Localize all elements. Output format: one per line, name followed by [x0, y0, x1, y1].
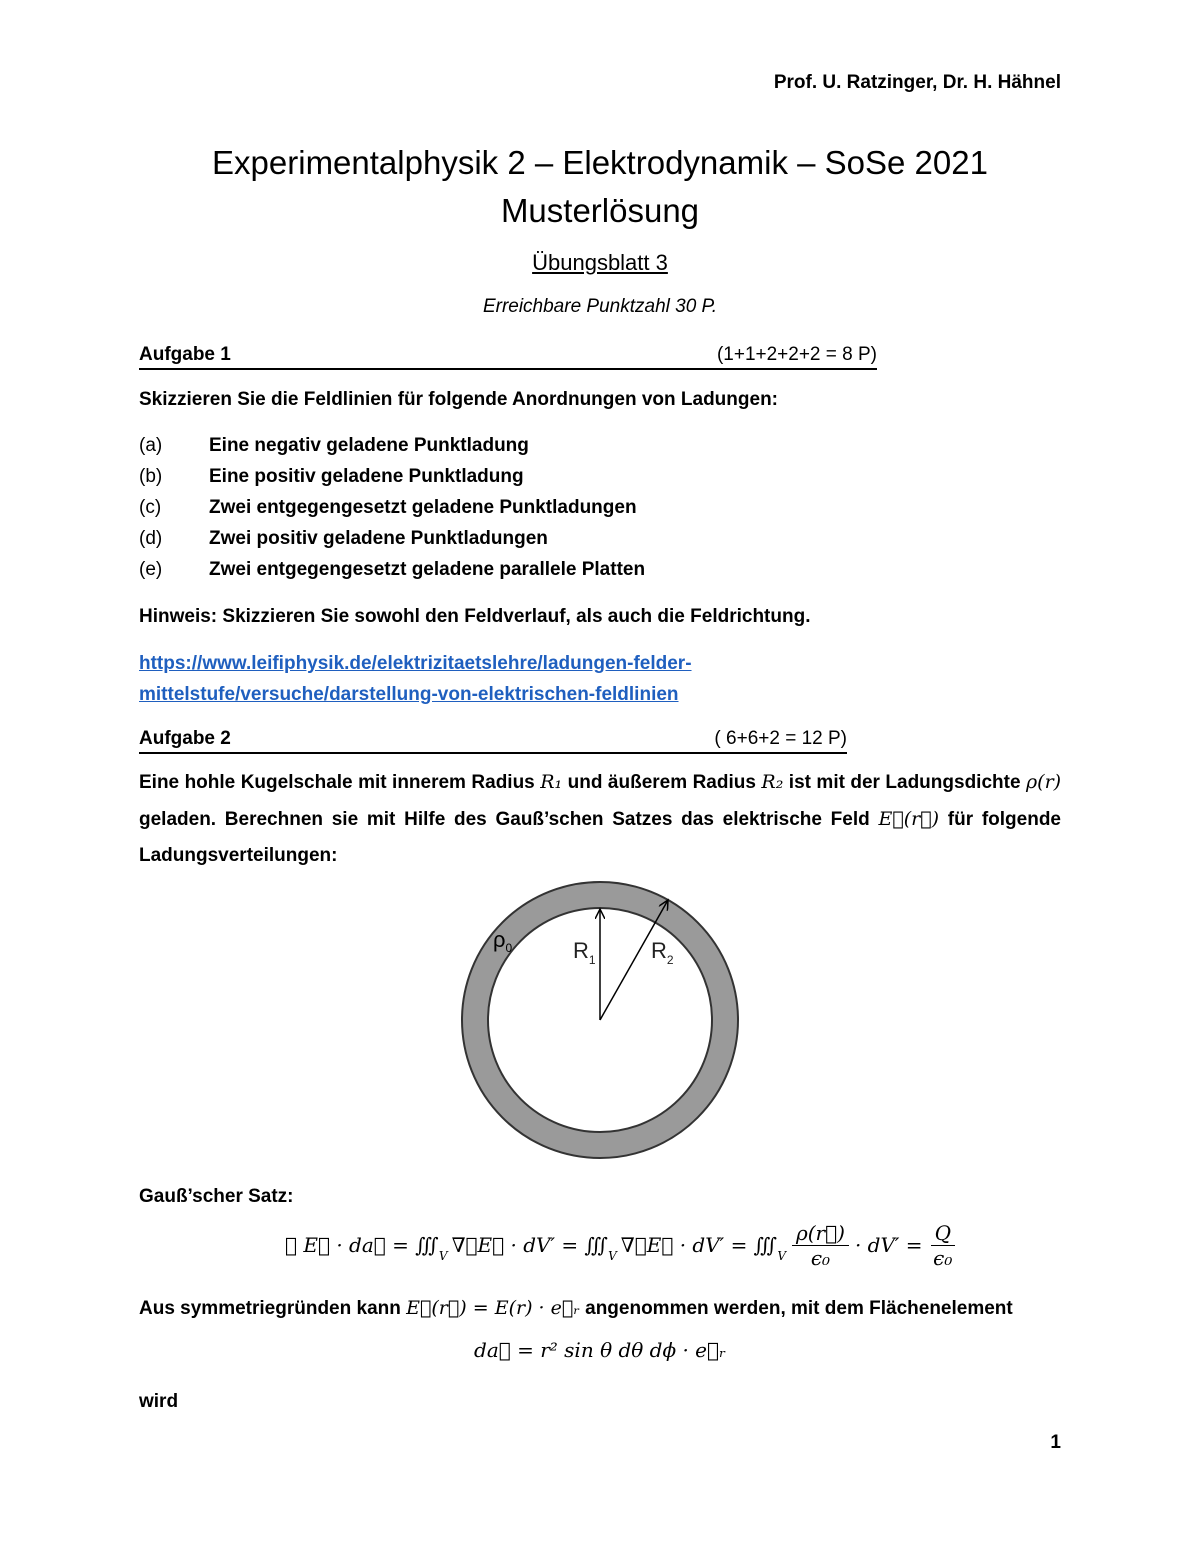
task2-text-4: geladen. Berechnen sie mit Hilfe des Gauß’schen Satzes das elektrische Feld [139, 809, 870, 830]
reference-link-line2[interactable]: mittelstufe/versuche/darstellung-von-elektrischen-feldlinien [139, 684, 679, 705]
gauss-equation [285, 1215, 953, 1275]
item-text: Eine negativ geladene Punktladung [209, 435, 529, 456]
task1-hint: Hinweis: Skizzieren Sie sowohl den Feldverlauf, als auch die Feldrichtung. [139, 606, 811, 627]
task1-item-e [139, 554, 645, 585]
task1-title: Aufgabe 1 [139, 344, 231, 365]
task2-title: Aufgabe 2 [139, 728, 231, 749]
task2-text-5: für folgende Ladungsverteilungen: [139, 809, 1062, 866]
q-numerator: Q [931, 1221, 955, 1246]
symmetry-math: E⃗(r⃗) = E(r) · e⃗ᵣ [406, 1297, 580, 1319]
task1-points: (1+1+2+2+2 = 8 P) [716, 344, 877, 365]
fraction-numerator: ρ(r⃗) [792, 1221, 849, 1246]
task2-heading [139, 728, 847, 754]
math-rho: ρ(r) [1026, 771, 1062, 793]
item-text: Zwei entgegengesetzt geladene parallele Platten [209, 559, 646, 580]
task1-item-b [139, 461, 524, 492]
volume-sub: V [438, 1249, 448, 1263]
math-r2: R₂ [761, 771, 784, 793]
task2-text-3: ist mit der Ladungsdichte [788, 772, 1021, 793]
total-points: Erreichbare Punktzahl 30 P. [482, 296, 718, 317]
item-label: (e) [139, 559, 163, 580]
task2-text-2: und äußerem Radius [567, 772, 756, 793]
spherical-shell-figure [455, 875, 745, 1165]
math-e-field: E⃗(r⃗) [878, 808, 940, 830]
item-text: Zwei positiv geladene Punktladungen [209, 528, 548, 549]
fraction-denominator: ϵ₀ [810, 1245, 831, 1270]
task2-text-1: Eine hohle Kugelschale mit innerem Radius [139, 772, 535, 793]
task1-item-c [139, 492, 637, 523]
item-label: (d) [139, 528, 163, 549]
symmetry-text-1: Aus symmetriegründen kann [139, 1298, 401, 1319]
symmetry-sentence [139, 1293, 1013, 1324]
task2-points: ( 6+6+2 = 12 P) [714, 728, 847, 749]
task1-heading [139, 344, 877, 370]
gauss-part-2: ∇⃗E⃗ · dV′ = ∭ [451, 1233, 609, 1257]
page-number: 1 [1050, 1432, 1061, 1453]
item-label: (c) [139, 497, 162, 518]
gauss-part-3: ∇⃗E⃗ · dV′ = ∭ [620, 1233, 778, 1257]
volume-sub: V [608, 1249, 617, 1263]
wird-text: wird [139, 1391, 179, 1412]
item-text: Zwei entgegengesetzt geladene Punktladungen [209, 497, 637, 518]
symmetry-text-2: angenommen werden, mit dem Flächenelement [585, 1298, 1013, 1319]
task1-item-d [139, 523, 548, 554]
item-text: Eine positiv geladene Punktladung [209, 466, 524, 487]
document-title: Experimentalphysik 2 – Elektrodynamik – SoSe 2021 [212, 144, 988, 181]
reference-link-line1[interactable]: https://www.leifiphysik.de/elektrizitaetslehre/ladungen-felder- [139, 653, 692, 674]
task1-item-a [139, 430, 529, 461]
math-r1: R₁ [540, 771, 563, 793]
item-label: (b) [139, 466, 163, 487]
gauss-label: Gauß’scher Satz: [139, 1186, 294, 1207]
rho0-label: $\rho_0$ [493, 927, 513, 955]
volume-sub: V [777, 1249, 786, 1263]
task2-description [139, 764, 1061, 874]
item-label: (a) [139, 435, 163, 456]
rho-fraction [792, 1221, 849, 1270]
r2-label: $R_2$ [651, 938, 674, 967]
area-element-equation: da⃗ = r² sin θ dθ dϕ · e⃗ᵣ [474, 1338, 726, 1362]
task1-intro: Skizzieren Sie die Feldlinien für folgende Anordnungen von Ladungen: [139, 389, 778, 410]
r1-label: $R_1$ [573, 938, 596, 967]
gauss-part-1: ∯ E⃗ · da⃗ = ∭ [285, 1233, 439, 1257]
author-header: Prof. U. Ratzinger, Dr. H. Hähnel [773, 72, 1061, 93]
gauss-part-4: · dV′ = [854, 1233, 923, 1257]
document-subtitle: Musterlösung [500, 192, 700, 229]
sheet-label: Übungsblatt 3 [532, 250, 668, 275]
q-fraction [931, 1221, 955, 1270]
q-denominator: ϵ₀ [933, 1245, 953, 1270]
